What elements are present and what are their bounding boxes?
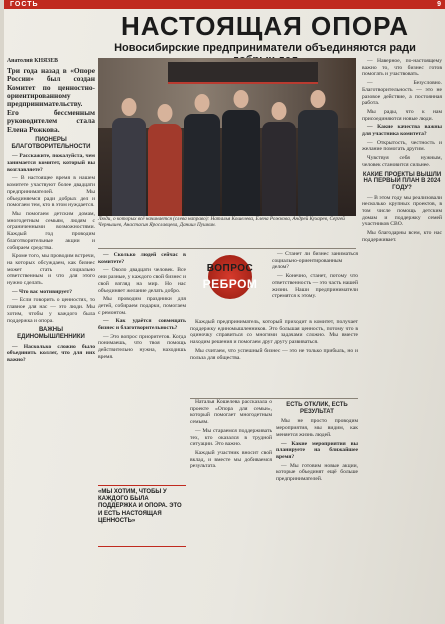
column-3 [190,399,272,621]
photo-banner [168,62,318,84]
subheading-pioneers: ПИОНЕРЫ БЛАГОТВОРИТЕЛЬНОСТИ [11,136,91,150]
paragraph: Мы рады, что к нам присоединяются новые люди. [362,108,442,122]
paragraph: Наталья Кошелева рассказала о проекте «Опора для семьи», который помогает многодетным семьям. [190,399,272,426]
paragraph: — Какие качества важны для участника комитета? [362,124,442,138]
paragraph: Мы считаем, что успешный бизнес — это не только прибыль, но и польза для общества. [190,347,358,361]
paragraph: — Это вопрос приоритетов. Когда понимаешь, что твоя помощь действительно нужна, находишь время. [98,333,186,360]
paragraph: — Расскажите, пожалуйста, чем занимается комитет, который вы возглавляете? [7,153,95,173]
column-1 [7,58,95,620]
column-4-body [276,418,358,482]
paragraph: Мы помогаем детским домам, многодетным семьям, людям с ограниченными возможностями. Каждый год проводим благотворительные акции и собираем средства. [7,210,95,251]
column-5-body-2 [362,195,442,244]
photo-person-4 [222,90,260,216]
paragraph: Мы проводим праздники для детей, собираем подарки, помогаем с ремонтом. [98,296,186,316]
author-byline: Анатолий КНЯЗЕВ [7,58,58,64]
photo-person-3 [184,94,220,216]
photo-person-5 [262,102,296,216]
center-wide-text [190,319,358,397]
photo-person-2 [148,104,182,216]
paragraph: — В настоящее время в нашем комитете участвуют более двадцати предпринимателей. Мы объединяемся ради добрых дел и помогаем тем, кто в этом нуждается. [7,175,95,209]
subheading-response: ЕСТЬ ОТКЛИК, ЕСТЬ РЕЗУЛЬТАТ [286,402,348,415]
paragraph: — Мы стараемся поддерживать тех, кто оказался в трудной ситуации. Это важно. [190,427,272,448]
column-2-body [98,252,186,361]
column-4 [276,399,358,621]
section-bar [4,0,445,9]
paragraph: — Открытость, честность и желание помогать другим. [362,139,442,153]
subheading-like-minded: ВАЖНЫ ЕДИНОМЫШЛЕННИКИ [17,327,85,340]
paragraph: — Если говорить о ценностях, то главное для нас — это люди. Мы хотим, чтобы у каждого была поддержка и опора. [7,297,95,324]
paragraph: — В этом году мы реализовали несколько крупных проектов, в том числе помощь детским домам и поддержку семей участников СВО. [362,194,442,228]
divider-under-caption [98,248,356,249]
photo-caption: Люди, о которых всё начинается (слева направо): Наталья Кошелева, Елена Рожкова, Андрей Кухарев, Сергей Чернышев, Анастасия Ярославцева, Даниил Пушкин. [98,216,345,229]
logo-word-rebrom: РЕБРОМ [202,277,258,291]
section-label: ГОСТЬ [10,1,39,8]
paragraph: Чувствуя себя нужным, человек становится сильнее. [362,155,442,168]
article-lead: Три года назад в «Опоре России» был создан Комитет по ценностно-ориентированному предпринимательству. Его бессменным руководителем стала Елена Рожкова. [7,65,95,134]
subheading-projects-2024: КАКИЕ ПРОЕКТЫ ВЫШЛИ НА ПЕРВЫЙ ПЛАН В 2024 ГОДУ? [362,171,442,191]
pull-quote-text: «МЫ ХОТИМ, ЧТОБЫ У КАЖДОГО БЫЛА ПОДДЕРЖКА И ОПОРА. ЭТО И ЕСТЬ НАСТОЯЩАЯ ЦЕННОСТЬ» [98,489,182,524]
paragraph: — Какие мероприятия вы планируете на ближайшее время? [276,440,358,460]
paragraph: — Сколько людей сейчас в комитете? [98,252,186,265]
paragraph: — Что вас мотивирует? [12,288,73,295]
article-headline: НАСТОЯЩАЯ ОПОРА [121,11,409,41]
column-1-body [7,153,95,324]
column-2 [98,252,186,622]
pull-quote [98,485,186,547]
paragraph: — Безусловно. Благотворительность — это не разовое действие, а постоянная работа. [362,80,442,107]
paragraph: Каждый участник вносит свой вклад, и вместе мы добиваемся результата. [190,449,272,470]
paragraph: — Наверное, по-настоящему важно то, что бизнес готов помогать и участвовать. [362,58,442,78]
logo-word-vopros: ВОПРОС [206,263,254,274]
photo-person-1 [112,98,146,216]
column-5 [362,58,442,620]
newspaper-page [4,0,445,624]
group-photo [98,58,356,216]
paragraph: Кроме того, мы проводим встречи, на которых обсуждаем, как бизнес может стать социально ответственным и что для этого нужно сделать. [7,253,95,287]
paragraph: — Станет ли бизнес заниматься социально-ориентированным делом? [272,251,358,271]
column-5-body [362,58,442,169]
paragraph: Мы не просто проводим мероприятия, мы видим, как меняется жизнь людей. [276,418,358,438]
photo-person-6 [298,90,338,216]
column-1-body-2 [7,344,95,364]
paragraph: — Как удаётся совмещать бизнес и благотворительность? [98,318,186,332]
paragraph: — Насколько сложно было объединить коллег, что для них важно? [7,343,95,364]
paragraph: Мы благодарны всем, кто нас поддерживает. [362,230,442,243]
article-subheadline: Новосибирские предприниматели объединяются ради [114,42,416,54]
paragraph: Каждый предприниматель, который приходит в комитет, получает поддержку единомышленников. Это большая ценность, потому что в одиночку справиться со многими задачами сложно. Мы вместе находим решения и помогаем друг другу развиваться. [190,319,358,346]
page-number: 9 [437,1,441,8]
paragraph: — Около двадцати человек. Все они разные, у каждого свой бизнес и свой взгляд на мир. Но нас объединяет желание делать добро. [98,267,186,294]
paragraph: — Мы готовим новые акции, которые объединят ещё больше предпринимателей. [276,462,358,483]
column-3-body [190,399,272,470]
paragraph: — Конечно, станет, потому что ответственность — это часть нашей жизни. Наши предприниматели стремятся к этому. [272,273,358,300]
vopros-rebrom-logo [190,251,270,315]
divider-under-center [190,398,358,399]
